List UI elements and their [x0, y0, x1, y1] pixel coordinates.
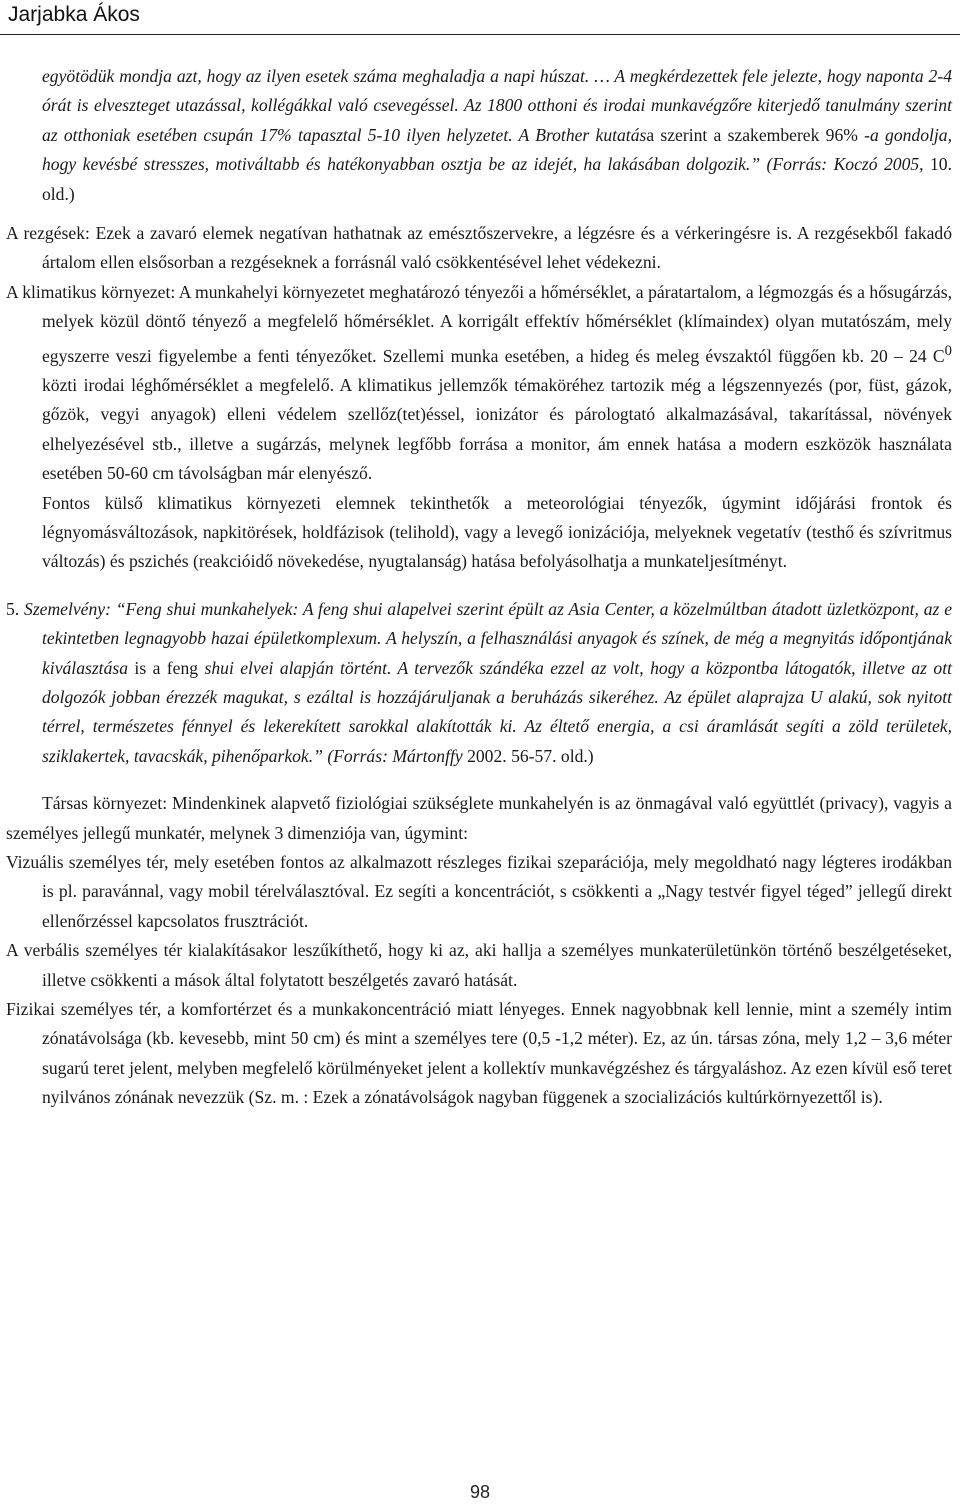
vibrations-paragraph: A rezgések: Ezek a zavaró elemek negatívan hathatnak az emésztőszervekre, a légzésre és a vérkeringésre is. A rezgésekből fakadó ártalom ellen elsősorban a rezgéseknek a forrásnál való csökkentésével lehet védekezni. [6, 223, 952, 273]
climate-paragraph-2: Fontos külső klimatikus környezeti elemnek tekinthetők a meteorológiai tényezők, úgymint időjárási frontok és légnyomásváltozások, napkitörések, holdfázisok (telihold), vagy a levegő ionizációja, melyeknek vegetatív (testhő és szívritmus változás) és pszichés (reakcióidő növekedése, nyugtalanság) hatása befolyásolhatja a munkateljesítményt. [42, 492, 952, 572]
social-environment-paragraph: Társas környezet: Mindenkinek alapvető fiziológiai szükséglete munkahelyén is az önmagával való együttlét (privacy), vagyis a személyes jellegű munkatér, melynek 3 dimenziója van, úgymint: [6, 793, 952, 843]
page-number: 98 [469, 1482, 491, 1502]
page-body [6, 62, 952, 1113]
quote-paragraph-5: 5. Szemelvény: “Feng shui munkahelyek: A feng shui alapelvei szerint épült az Asia Center, a közelmúltban átadott üzletközpont, az e tekintetben legnagyobb hazai épületkomplexum. A helyszín, a felhasználási anyagok és színek, de még a megnyitás időpontjának kiválasztása is a feng shui elvei alapján történt. A tervezők szándéka ezzel az volt, hogy a központba látogatók, illetve az ott dolgozók jobban érezzék magukat, s ezáltal is hozzájáruljanak a beruházás sikeréhez. Az épület alaprajza U alakú, sok nyitott térrel, természetes fénnyel és lekerekített sarokkal alakították ki. Az éltető energia, a csi áramlását segíti a zöld területek, sziklakertek, tavacskák, pihenőparkok.” (Forrás: Mártonffy 2002. 56-57. old.) [6, 598, 953, 766]
climate-paragraph: A klimatikus környezet: A munkahelyi környezetet meghatározó tényezői a hőmérséklet, a páratartalom, a légmozgás és a hősugárzás, melyek közül döntő tényező a megfelelő hőmérséklet. A korrigált effektív hőmérséklet (klímaindex) olyan mutatószám, mely egyszerre veszi figyelembe a fenti tényezőket. Szellemi munka esetében, a hideg és meleg évszaktól függően kb. 20 – 24 $C^0$ közti irodai léghőmérséklet a megfelelő. A klimatikus jellemzők témaköréhez tartozik még a légszennyezés (por, füst, gázok, gőzök, vegyi anyagok) elleni védelem szellőz(tet)éssel, ionizátor és párologtató alkalmazásával, takarítással, növények elhelyezésével stb., illetve a sugárzás, melynek legfőbb forrása a monitor, ám ennek hatása a modern eszközök használata esetében 50-60 cm távolságban már elenyésző. [6, 281, 952, 484]
verbal-space-paragraph: A verbális személyes tér kialakításakor leszűkíthető, hogy ki az, aki hallja a személyes munkaterületünkön történő beszélgetéseket, illetve csökkenti a mások által folytatott beszélgetés zavaró hatását. [6, 940, 952, 990]
visual-space-paragraph: Vizuális személyes tér, mely esetében fontos az alkalmazott részleges fizikai szeparációja, mely megoldható nagy légteres irodákban is pl. paravánnal, vagy mobil térelválasztóval. Ez segíti a koncentrációt, s csökkenti a „Nagy testvér figyel téged” jellegű direkt ellenőrzéssel kapcsolatos frusztrációt. [6, 852, 952, 931]
header-author: Jarjabka Ákos [8, 3, 140, 26]
running-header [0, 0, 960, 35]
degree-superscript: 0 [944, 342, 952, 359]
physical-space-paragraph: Fizikai személyes tér, a komfortérzet és a munkakoncentráció miatt lényeges. Ennek nagyobbnak kell lennie, mint a személy intim zónatávolsága (kb. kevesebb, mint 50 cm) és mint a személyes tere (0,5 -1,2 méter). Ez, az ún. társas zóna, mely 1,2 – 3,6 méter sugarú teret jelent, melyben megfelelő körülményeket jelent a kollektív munkavégzéshez és tárgyaláshoz. Az ezen kívül eső teret nyilvános zónának nevezzük (Sz. m. : Ezek a zónatávolságok nagyban függenek a szocializációs kultúrkörnyezettől is). [6, 999, 952, 1108]
quote-paragraph-1: egyötödük mondja azt, hogy az ilyen esetek száma meghaladja a napi húszat. … A megkérdezettek fele jelezte, hogy naponta 2-4 órát is elveszteget utazással, kollégákkal való csevegéssel. Az 1800 otthoni és irodai munkavégzőre kiterjedő tanulmány szerint az otthoniak esetében csupán 17% tapasztal 5-10 ilyen helyzetet. A Brother kutatása szerint a szakemberek 96% -a gondolja, hogy kevésbé stresszes, motiváltabb és hatékonyabban osztja be az idejét, ha lakásában dolgozik.” (Forrás: Koczó 2005, 10. old.) [42, 66, 953, 204]
